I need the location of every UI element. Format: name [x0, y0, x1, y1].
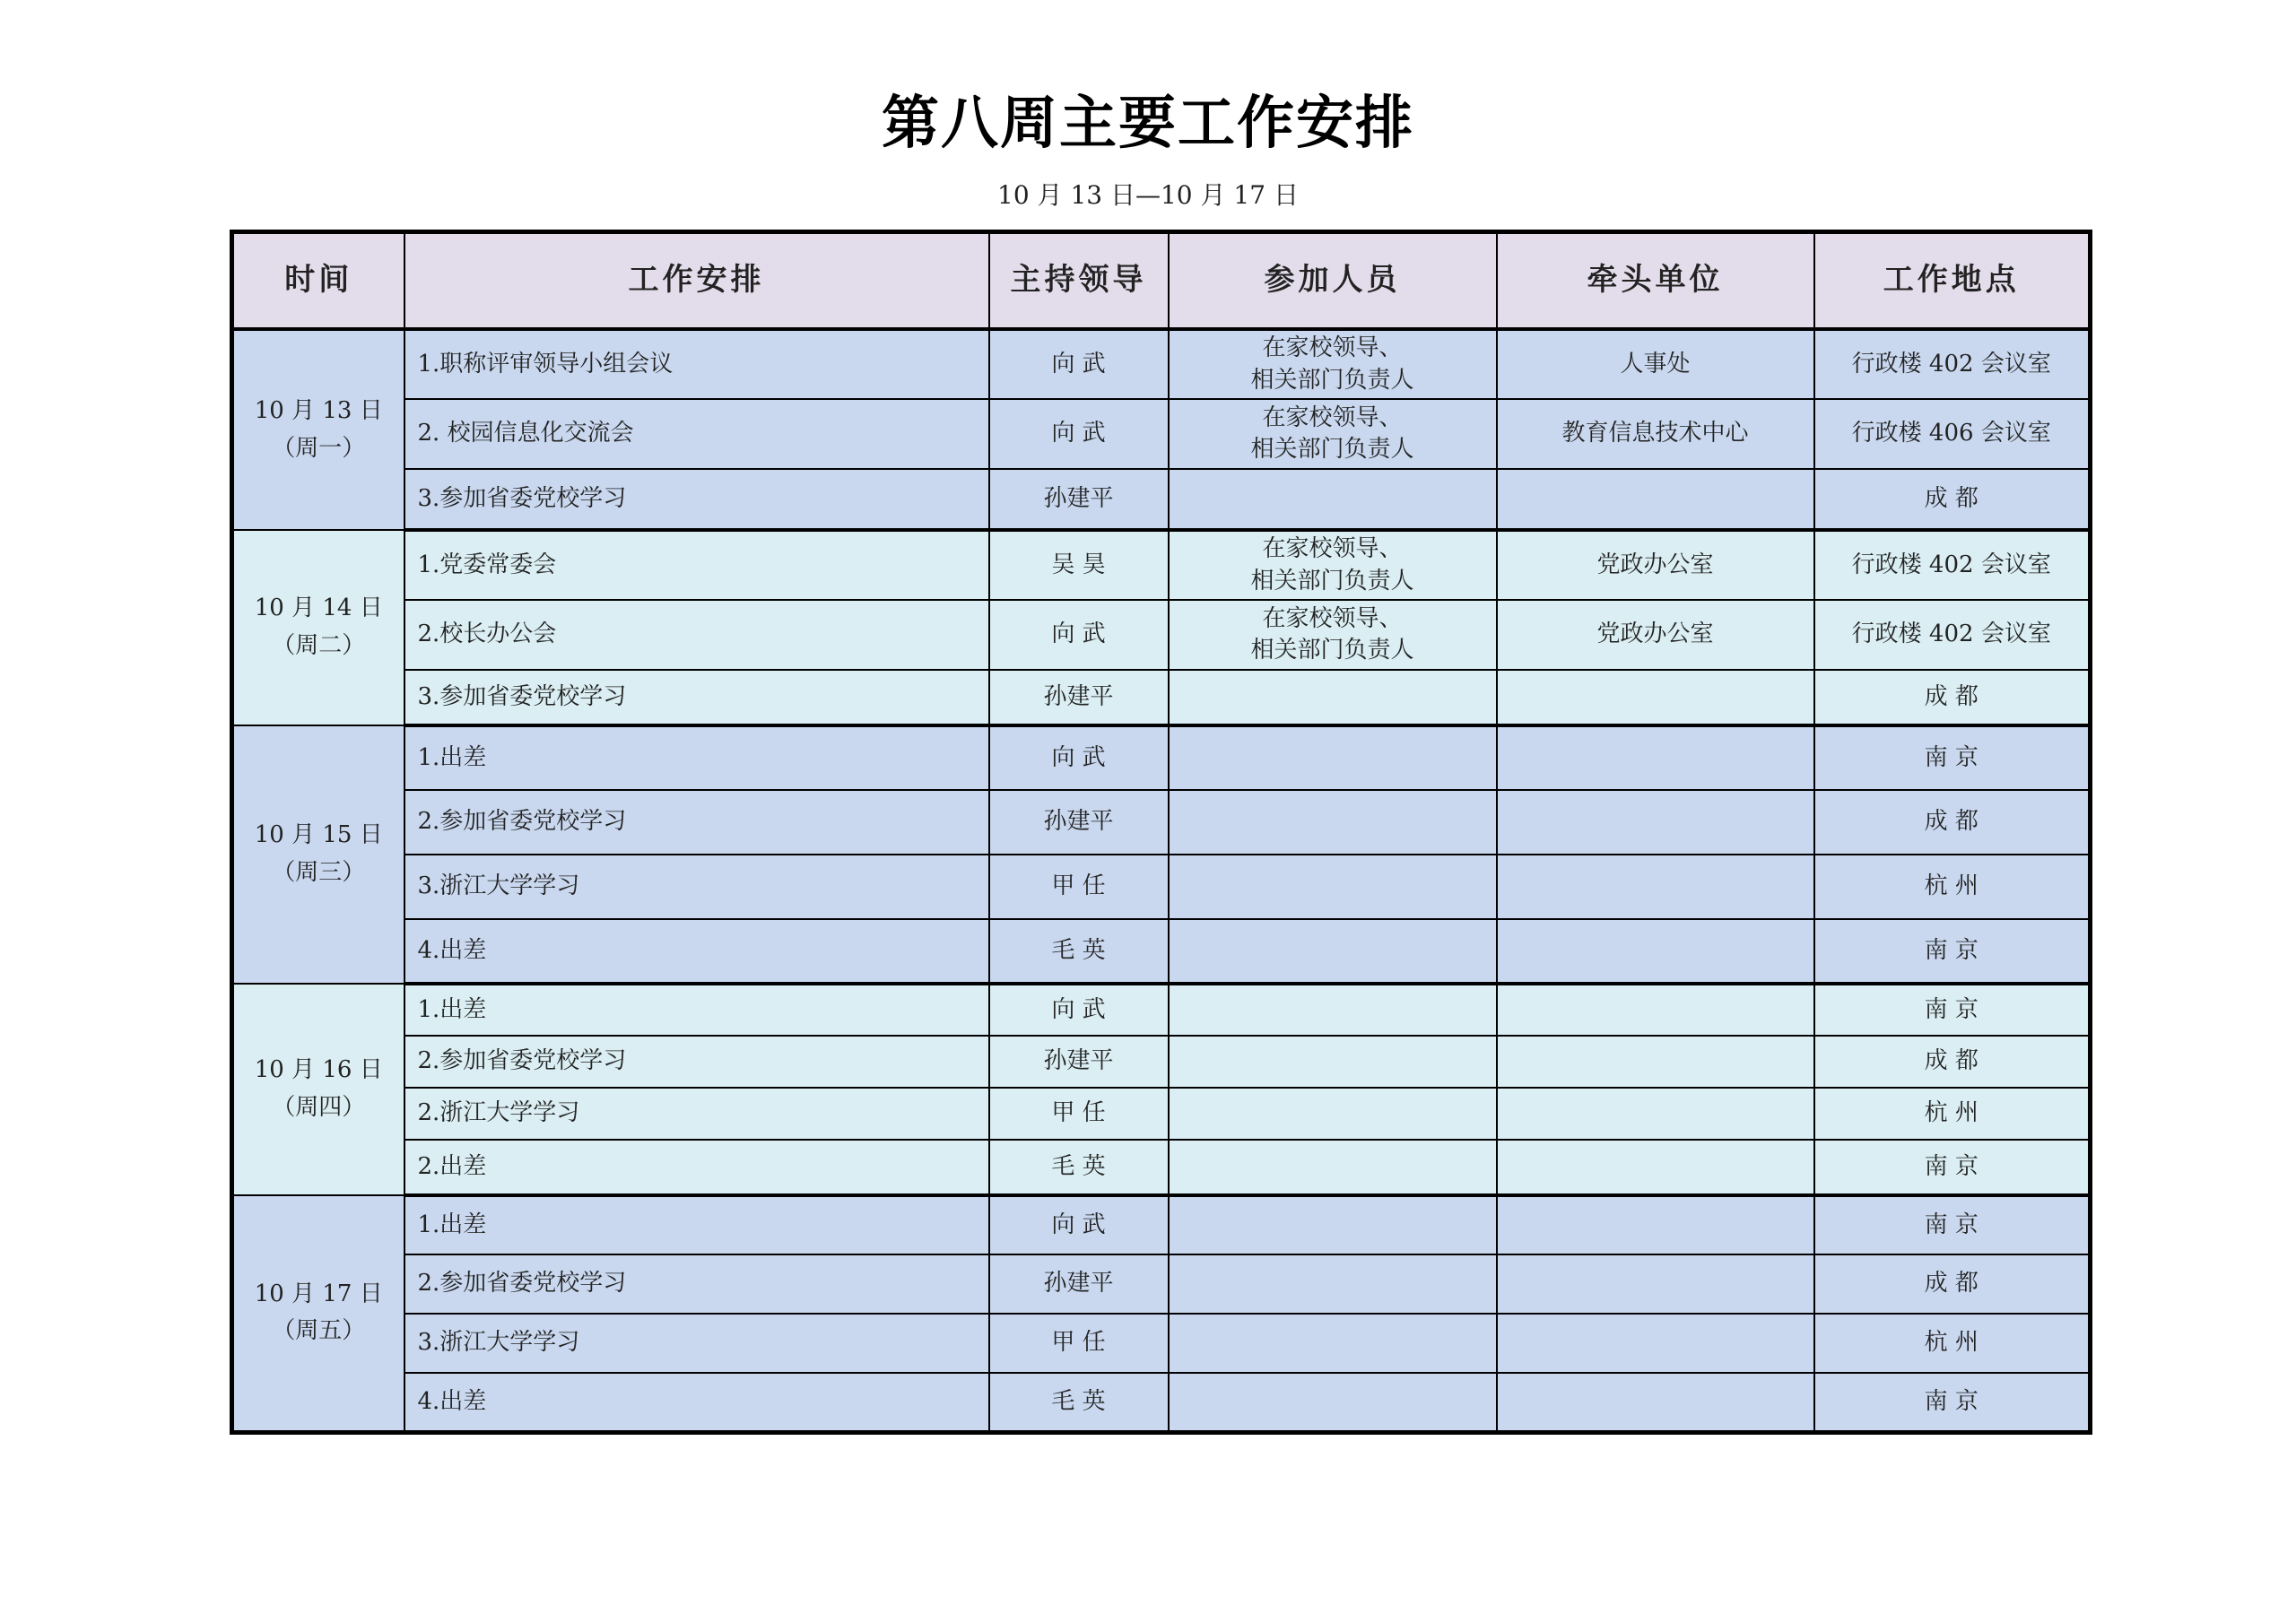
weekday-label: （周五） [272, 1317, 366, 1345]
unit-cell [1497, 919, 1814, 984]
header-time: 时间 [232, 232, 404, 330]
task-cell: 2.参加省委党校学习 [404, 1036, 989, 1088]
task-cell: 2.出差 [404, 1140, 989, 1195]
table-row [232, 469, 2091, 530]
unit-cell: 党政办公室 [1497, 600, 1814, 670]
date-cell [232, 1195, 404, 1432]
attendees-cell [1169, 725, 1497, 790]
weekday-label: （周二） [272, 632, 366, 659]
place-cell: 杭 州 [1814, 855, 2091, 919]
leader-cell: 孙建平 [989, 1254, 1169, 1314]
date-cell [232, 530, 404, 725]
attendees-cell [1169, 1088, 1497, 1140]
task-cell: 4.出差 [404, 919, 989, 984]
table-row [232, 919, 2091, 984]
table-row [232, 790, 2091, 855]
unit-cell [1497, 725, 1814, 790]
attendees-cell [1169, 1140, 1497, 1195]
header-row [232, 232, 2091, 330]
schedule-table [230, 230, 2092, 1435]
table-row [232, 1373, 2091, 1432]
table-row [232, 725, 2091, 790]
place-cell: 成 都 [1814, 670, 2091, 725]
unit-cell [1497, 1036, 1814, 1088]
header-attendees: 参加人员 [1169, 232, 1497, 330]
leader-cell: 向 武 [989, 984, 1169, 1036]
task-cell: 2.参加省委党校学习 [404, 790, 989, 855]
leader-cell: 毛 英 [989, 1373, 1169, 1432]
attendees-cell [1169, 469, 1497, 530]
weekday-label: （周一） [272, 434, 366, 462]
task-cell: 2.浙江大学学习 [404, 1088, 989, 1140]
place-cell: 行政楼 402 会议室 [1814, 600, 2091, 670]
leader-cell: 毛 英 [989, 1140, 1169, 1195]
attendees-line: 相关部门负责人 [1250, 436, 1414, 463]
unit-cell [1497, 1314, 1814, 1373]
place-cell: 成 都 [1814, 469, 2091, 530]
table-row [232, 600, 2091, 670]
task-cell: 3.浙江大学学习 [404, 855, 989, 919]
leader-cell: 孙建平 [989, 1036, 1169, 1088]
place-cell: 南 京 [1814, 1373, 2091, 1432]
unit-cell [1497, 790, 1814, 855]
attendees-cell [1169, 984, 1497, 1036]
task-cell: 3.浙江大学学习 [404, 1314, 989, 1373]
leader-cell: 甲 任 [989, 1088, 1169, 1140]
leader-cell: 毛 英 [989, 919, 1169, 984]
attendees-line: 相关部门负责人 [1250, 637, 1414, 664]
task-cell: 3.参加省委党校学习 [404, 469, 989, 530]
leader-cell: 吴 昊 [989, 530, 1169, 600]
date-label: 10 月 16 日 [254, 1056, 383, 1084]
date-range: 10 月 13 日—10 月 17 日 [997, 180, 1299, 210]
table-row [232, 1254, 2091, 1314]
header-task: 工作安排 [404, 232, 989, 330]
attendees-cell [1169, 329, 1497, 399]
table-row [232, 670, 2091, 725]
unit-cell: 教育信息技术中心 [1497, 399, 1814, 469]
unit-cell [1497, 1254, 1814, 1314]
attendees-line: 相关部门负责人 [1250, 366, 1414, 394]
header-place: 工作地点 [1814, 232, 2091, 330]
attendees-cell [1169, 1314, 1497, 1373]
leader-cell: 向 武 [989, 399, 1169, 469]
task-cell: 2.校长办公会 [404, 600, 989, 670]
date-label: 10 月 15 日 [254, 821, 383, 849]
weekday-label: （周三） [272, 859, 366, 886]
unit-cell [1497, 469, 1814, 530]
task-cell: 1.党委常委会 [404, 530, 989, 600]
table-row [232, 530, 2091, 600]
attendees-cell [1169, 600, 1497, 670]
header-unit: 牵头单位 [1497, 232, 1814, 330]
task-cell: 2.参加省委党校学习 [404, 1254, 989, 1314]
leader-cell: 向 武 [989, 1195, 1169, 1254]
date-cell [232, 984, 404, 1195]
date-label: 10 月 17 日 [254, 1280, 383, 1307]
unit-cell [1497, 1140, 1814, 1195]
place-cell: 成 都 [1814, 1036, 2091, 1088]
place-cell: 行政楼 402 会议室 [1814, 530, 2091, 600]
attendees-cell [1169, 399, 1497, 469]
attendees-cell [1169, 1254, 1497, 1314]
attendees-cell [1169, 790, 1497, 855]
table-row [232, 1036, 2091, 1088]
page-title: 第八周主要工作安排 [882, 90, 1414, 157]
place-cell: 南 京 [1814, 1140, 2091, 1195]
table-row [232, 329, 2091, 399]
weekday-label: （周四） [272, 1094, 366, 1121]
attendees-cell [1169, 670, 1497, 725]
leader-cell: 向 武 [989, 600, 1169, 670]
leader-cell: 孙建平 [989, 670, 1169, 725]
table-row [232, 399, 2091, 469]
unit-cell [1497, 670, 1814, 725]
place-cell: 杭 州 [1814, 1088, 2091, 1140]
place-cell: 南 京 [1814, 1195, 2091, 1254]
attendees-cell [1169, 919, 1497, 984]
place-cell: 行政楼 406 会议室 [1814, 399, 2091, 469]
unit-cell [1497, 1373, 1814, 1432]
unit-cell [1497, 855, 1814, 919]
date-label: 10 月 13 日 [254, 396, 383, 424]
header-leader: 主持领导 [989, 232, 1169, 330]
leader-cell: 甲 任 [989, 855, 1169, 919]
place-cell: 杭 州 [1814, 1314, 2091, 1373]
task-cell: 3.参加省委党校学习 [404, 670, 989, 725]
date-cell [232, 725, 404, 984]
table-row [232, 1140, 2091, 1195]
table-row [232, 1195, 2091, 1254]
attendees-line: 在家校领导、 [1262, 535, 1403, 563]
attendees-line: 在家校领导、 [1262, 404, 1403, 431]
task-cell: 2. 校园信息化交流会 [404, 399, 989, 469]
table-row [232, 984, 2091, 1036]
table-row [232, 1314, 2091, 1373]
leader-cell: 孙建平 [989, 790, 1169, 855]
unit-cell: 人事处 [1497, 329, 1814, 399]
table-row [232, 1088, 2091, 1140]
attendees-line: 相关部门负责人 [1250, 567, 1414, 595]
unit-cell [1497, 984, 1814, 1036]
unit-cell [1497, 1195, 1814, 1254]
date-cell [232, 329, 404, 530]
task-cell: 4.出差 [404, 1373, 989, 1432]
attendees-cell [1169, 530, 1497, 600]
unit-cell [1497, 1088, 1814, 1140]
place-cell: 行政楼 402 会议室 [1814, 329, 2091, 399]
place-cell: 成 都 [1814, 1254, 2091, 1314]
task-cell: 1.出差 [404, 725, 989, 790]
attendees-cell [1169, 855, 1497, 919]
unit-cell: 党政办公室 [1497, 530, 1814, 600]
leader-cell: 甲 任 [989, 1314, 1169, 1373]
leader-cell: 向 武 [989, 725, 1169, 790]
attendees-cell [1169, 1195, 1497, 1254]
leader-cell: 向 武 [989, 329, 1169, 399]
date-label: 10 月 14 日 [254, 595, 383, 622]
attendees-line: 在家校领导、 [1262, 604, 1403, 632]
place-cell: 南 京 [1814, 725, 2091, 790]
task-cell: 1.出差 [404, 984, 989, 1036]
attendees-cell [1169, 1373, 1497, 1432]
task-cell: 1.职称评审领导小组会议 [404, 329, 989, 399]
attendees-line: 在家校领导、 [1262, 334, 1403, 362]
leader-cell: 孙建平 [989, 469, 1169, 530]
table-row [232, 855, 2091, 919]
task-cell: 1.出差 [404, 1195, 989, 1254]
place-cell: 南 京 [1814, 919, 2091, 984]
place-cell: 南 京 [1814, 984, 2091, 1036]
attendees-cell [1169, 1036, 1497, 1088]
place-cell: 成 都 [1814, 790, 2091, 855]
